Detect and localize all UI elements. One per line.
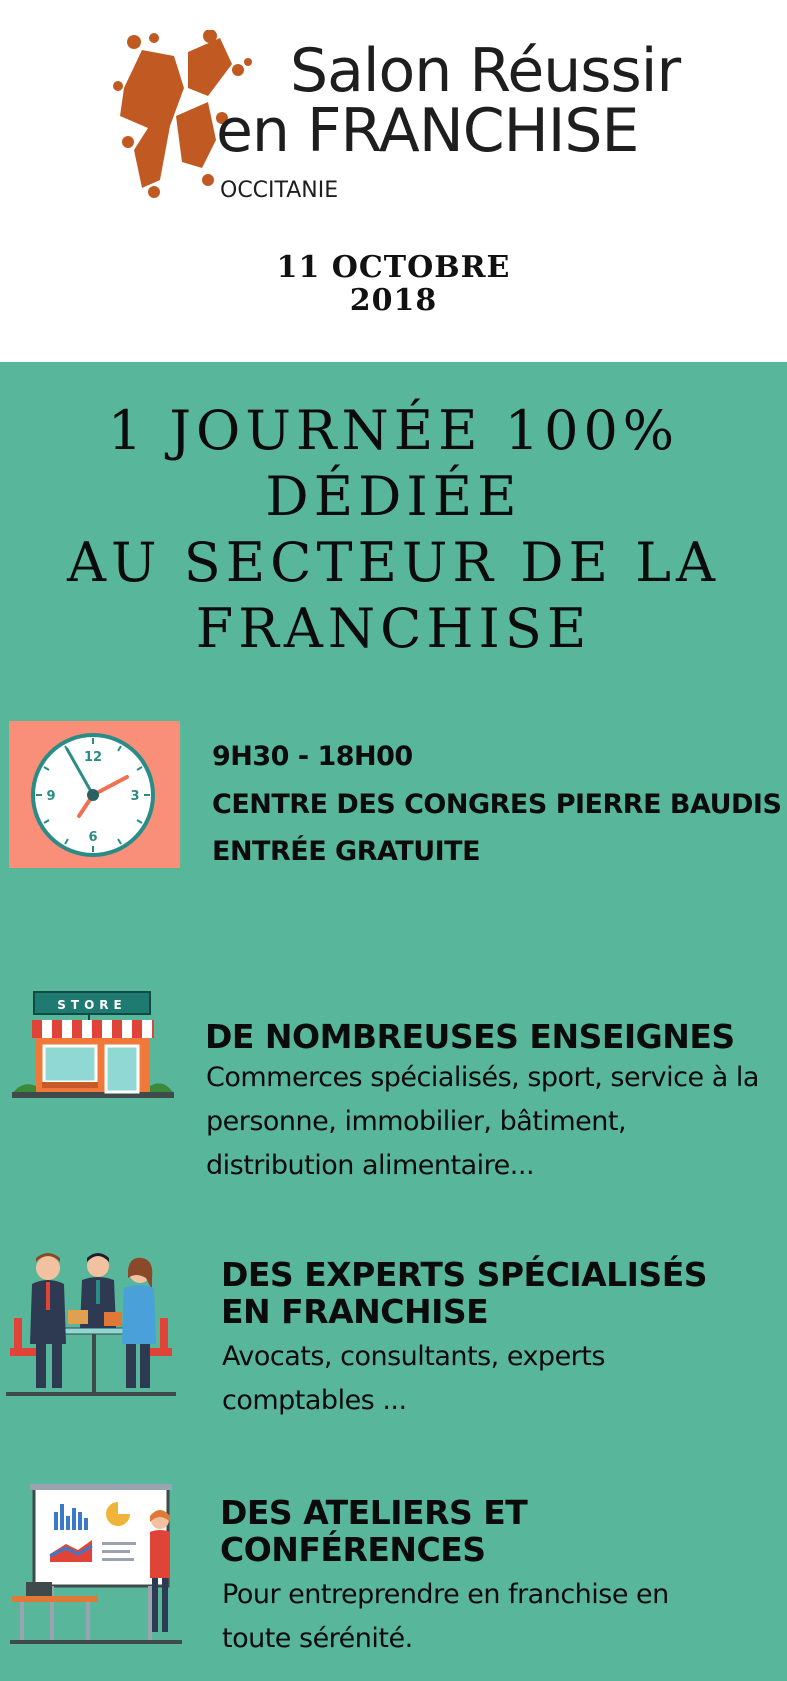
clock-number-12: 12 xyxy=(83,750,103,765)
clock-number-3: 3 xyxy=(130,789,140,804)
event-entry: ENTRÉE GRATUITE xyxy=(212,836,481,867)
event-venue: CENTRE DES CONGRES PIERRE BAUDIS xyxy=(212,789,782,820)
workshops-body-line2: toute sérénité. xyxy=(222,1623,413,1654)
event-date-day: 11 OCTOBRE xyxy=(276,250,511,285)
headline-line3: FRANCHISE xyxy=(195,597,592,660)
logo-title-line2: en FRANCHISE xyxy=(216,96,639,166)
headline xyxy=(0,398,787,662)
section-title-workshops xyxy=(220,1494,527,1568)
experts-title-line1: DES EXPERTS SPÉCIALISÉS xyxy=(221,1255,708,1294)
section-body-brands xyxy=(206,1056,759,1188)
brands-body-line3: distribution alimentaire... xyxy=(206,1150,535,1181)
presentation-board-icon xyxy=(10,1482,182,1646)
brands-body-line1: Commerces spécialisés, sport, service à la xyxy=(206,1062,759,1093)
clock-number-9: 9 xyxy=(46,789,56,804)
header xyxy=(0,0,787,362)
brands-body-line2: personne, immobilier, bâtiment, xyxy=(206,1106,627,1137)
workshops-title-line1: DES ATELIERS ET xyxy=(220,1493,528,1532)
section-body-experts xyxy=(222,1335,605,1423)
event-date-year: 2018 xyxy=(349,283,438,318)
workshops-title-line2: CONFÉRENCES xyxy=(220,1530,486,1569)
headline-line1: 1 JOURNÉE 100% DÉDIÉE xyxy=(107,399,680,528)
logo-title-line1: Salon Réussir xyxy=(290,36,681,106)
headline-line2: AU SECTEUR DE LA xyxy=(67,531,720,594)
section-title-brands: DE NOMBREUSES ENSEIGNES xyxy=(205,1017,735,1056)
business-meeting-icon xyxy=(6,1248,176,1400)
section-body-workshops xyxy=(222,1573,669,1661)
clock-icon xyxy=(9,721,180,868)
clock-tile xyxy=(9,721,180,868)
logo-region: OCCITANIE xyxy=(220,178,339,203)
clock-number-6: 6 xyxy=(88,830,98,845)
section-title-experts xyxy=(221,1256,707,1330)
event-hours: 9H30 - 18H00 xyxy=(212,741,413,772)
experts-title-line2: EN FRANCHISE xyxy=(221,1292,489,1331)
store-sign-text: STORE xyxy=(57,998,127,1012)
workshops-body-line1: Pour entreprendre en franchise en xyxy=(222,1579,669,1610)
store-icon xyxy=(12,990,174,1100)
experts-body-line1: Avocats, consultants, experts xyxy=(222,1341,605,1372)
experts-body-line2: comptables ... xyxy=(222,1385,407,1416)
